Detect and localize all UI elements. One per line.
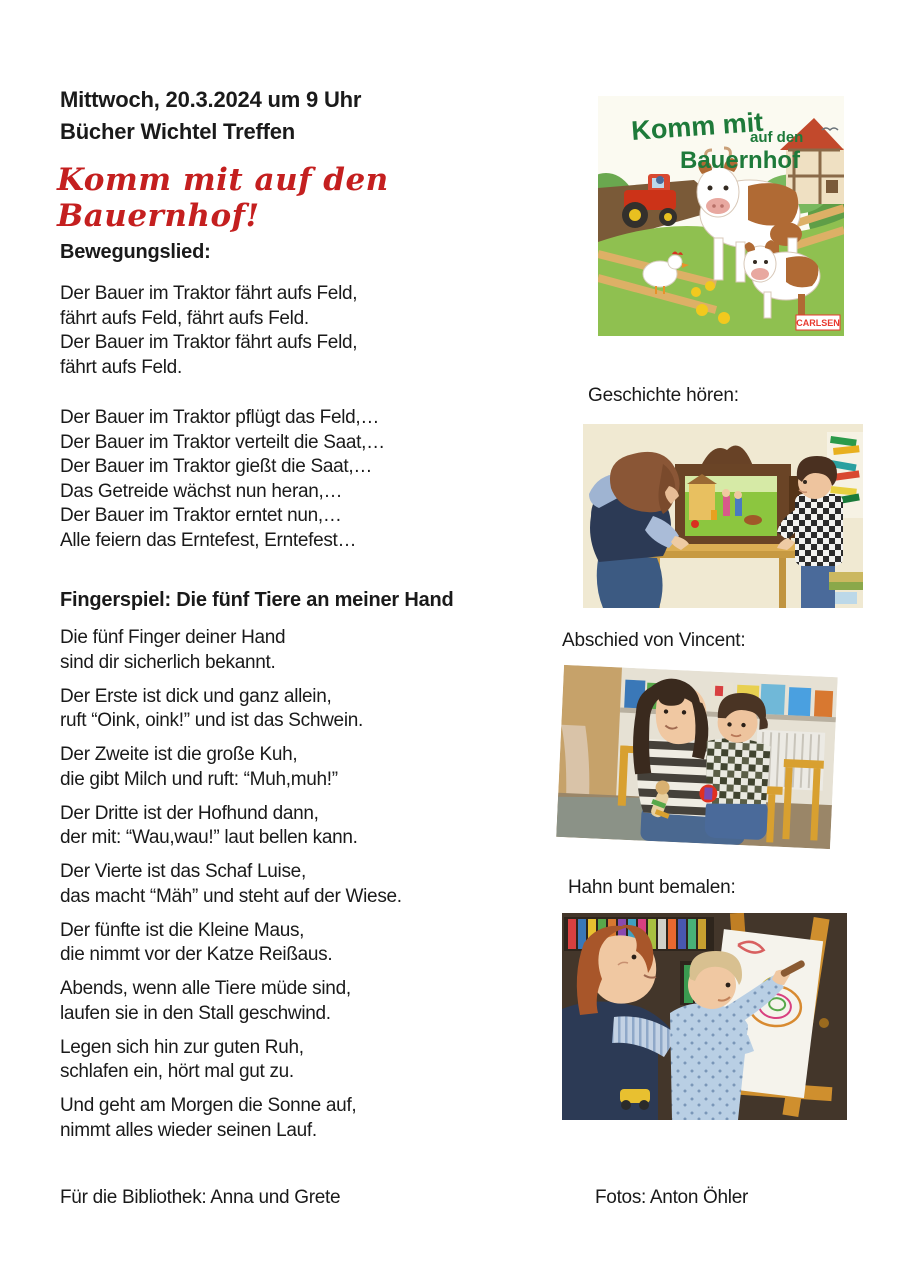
book-cover-illustration bbox=[598, 96, 844, 336]
poem-line: Der fünfte ist die Kleine Maus, bbox=[60, 919, 305, 941]
photo3-illustration bbox=[562, 913, 847, 1120]
cover-title-line2: auf den bbox=[750, 129, 804, 146]
title-date-line: Mittwoch, 20.3.2024 um 9 Uhr bbox=[60, 87, 362, 112]
poem-line: Der Zweite ist die große Kuh, bbox=[60, 744, 298, 765]
poem-line: Der Bauer im Traktor fährt aufs Feld, bbox=[60, 283, 358, 304]
verse-couplet bbox=[60, 919, 402, 968]
fingerspiel-heading: Fingerspiel: Die fünf Tiere an meiner Hand bbox=[60, 589, 454, 611]
poem-line: Und geht am Morgen die Sonne auf, bbox=[60, 1095, 357, 1116]
photo-hahn-bunt-bemalen bbox=[562, 913, 847, 1120]
photo2-illustration bbox=[556, 665, 838, 849]
credit-library: Für die Bibliothek: Anna und Grete bbox=[60, 1187, 341, 1208]
verse-couplet bbox=[60, 860, 402, 909]
poem-line: Der Dritte ist der Hofhund dann, bbox=[60, 802, 319, 824]
poem-line: Legen sich hin zur guten Ruh, bbox=[60, 1036, 304, 1058]
bewegungslied-stanza-1 bbox=[60, 282, 357, 380]
bewegungslied-stanza-2 bbox=[60, 406, 385, 553]
photo-abschied-von-vincent bbox=[556, 665, 838, 849]
poem-line: Die fünf Finger deiner Hand bbox=[60, 627, 286, 648]
poem-line: der mit: “Wau,wau!” laut bellen kann. bbox=[60, 827, 358, 848]
verse-couplet bbox=[60, 977, 402, 1026]
verse-couplet bbox=[60, 802, 402, 851]
poem-line: Der Erste ist dick und ganz allein, bbox=[60, 685, 332, 707]
poem-line: schlafen ein, hört mal gut zu. bbox=[60, 1061, 294, 1082]
verse-couplet bbox=[60, 743, 402, 792]
credit-photos: Fotos: Anton Öhler bbox=[595, 1187, 749, 1208]
poem-line: die nimmt vor der Katze Reißaus. bbox=[60, 944, 333, 965]
poem-line: Das Getreide wächst nun heran,… bbox=[60, 480, 343, 502]
photo1-illustration bbox=[583, 424, 863, 608]
poem-line: nimmt alles wieder seinen Lauf. bbox=[60, 1119, 317, 1141]
carlsen-logo bbox=[796, 315, 840, 330]
caption-abschied-von-vincent: Abschied von Vincent: bbox=[562, 630, 746, 651]
poem-line: sind dir sicherlich bekannt. bbox=[60, 651, 276, 673]
fingerspiel-verses bbox=[60, 626, 402, 1153]
poem-line: fährt aufs Feld, fährt aufs Feld. bbox=[60, 307, 309, 329]
photo-geschichte-hoeren bbox=[583, 424, 863, 608]
poem-line: Der Bauer im Traktor verteilt die Saat,… bbox=[60, 431, 385, 453]
title-event-line: Bücher Wichtel Treffen bbox=[60, 119, 296, 144]
page-title bbox=[60, 84, 361, 148]
cover-title-line3: Bauernhof bbox=[680, 147, 800, 174]
poem-line: laufen sie in den Stall geschwind. bbox=[60, 1002, 331, 1024]
bewegungslied-heading: Bewegungslied: bbox=[60, 241, 211, 263]
poem-line: Der Vierte ist das Schaf Luise, bbox=[60, 861, 306, 882]
poem-line: Der Bauer im Traktor pflügt das Feld,… bbox=[60, 407, 380, 428]
poem-line: fährt aufs Feld. bbox=[60, 356, 182, 378]
verse-couplet bbox=[60, 626, 402, 675]
poem-line: Der Bauer im Traktor gießt die Saat,… bbox=[60, 456, 373, 477]
book-cover-image bbox=[598, 96, 844, 336]
verse-couplet bbox=[60, 1036, 402, 1085]
verse-couplet bbox=[60, 685, 402, 734]
poem-line: Der Bauer im Traktor fährt aufs Feld, bbox=[60, 332, 358, 353]
poem-line: ruft “Oink, oink!” und ist das Schwein. bbox=[60, 710, 363, 731]
poem-line: Der Bauer im Traktor erntet nun,… bbox=[60, 505, 342, 526]
verse-couplet bbox=[60, 1094, 402, 1143]
poem-line: das macht “Mäh” und steht auf der Wiese. bbox=[60, 885, 402, 907]
slogan-red: Komm mit auf den Bauernhof! bbox=[57, 162, 389, 234]
caption-hahn-bunt-bemalen: Hahn bunt bemalen: bbox=[568, 877, 736, 898]
caption-geschichte-hoeren: Geschichte hören: bbox=[588, 385, 739, 406]
carlsen-logo-text: CARLSEN bbox=[796, 318, 840, 328]
poem-line: Abends, wenn alle Tiere müde sind, bbox=[60, 978, 351, 999]
cover-title-line1: Komm mit bbox=[630, 106, 765, 146]
poem-line: die gibt Milch und ruft: “Muh,muh!” bbox=[60, 768, 338, 790]
poem-line: Alle feiern das Erntefest, Erntefest… bbox=[60, 529, 357, 551]
